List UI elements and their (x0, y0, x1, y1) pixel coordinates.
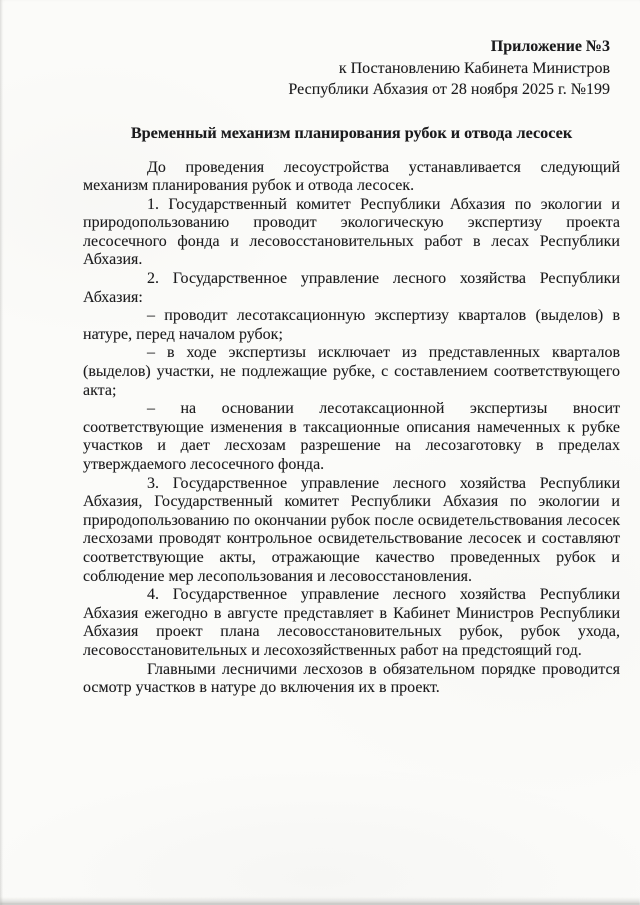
document-title: Временный механизм планирования рубок и отвода лесосек (130, 123, 573, 142)
document-header (83, 36, 620, 101)
scan-edge-left (0, 0, 3, 905)
paragraph-item-4: 4. Государственное управление лесного хозяйства Республики Абхазия ежегодно в августе представляет в Кабинет Министров Республики Абхазия проект плана лесовосстановительных рубок, рубок ухода, лесовосстановительных и лесохозяйственных работ на предстоящий год. (83, 586, 620, 659)
header-republic-date-line: Республики Абхазия от 28 ноября 2025 г. №199 (288, 81, 610, 98)
paragraph-dash-2: – в ходе экспертизы исключает из представленных кварталов (выделов) участки, не подлежащие рубке, с составлением соответствующего акта; (83, 344, 620, 399)
paragraph-item-3: 3. Государственное управление лесного хозяйства Республики Абхазия, Государственный комитет Республики Абхазия по экологии и природопользованию по окончании рубок после освидетельствования лесосек лесхозами проводят контрольное освидетельствование лесосек и составляют соответствующие акты, отражающие качество проведенных рубок и соблюдение мер лесопользования и лесовосстановления. (83, 474, 620, 585)
paragraph-item-1: 1. Государственный комитет Республики Абхазия по экологии и природопользованию проводит экологическую экспертизу проекта лесосечного фонда и лесовосстановительных работ в лесах Республики Абхазия. (83, 195, 620, 269)
paragraph-dash-3: – на основании лесотаксационной экспертизы вносит соответствующие изменения в таксационные описания намеченных к рубке участков и дает лесхозам разрешение на лесозаготовку в пределах утверждаемого лесосечного фонда. (83, 400, 620, 473)
document-content (83, 0, 620, 698)
paragraph-final: Главными лесничими лесхозов в обязательном порядке проводится осмотр участков в натуре до включения их в проект. (83, 660, 620, 697)
header-resolution-line: к Постановлению Кабинета Министров (338, 59, 610, 77)
appendix-number: Приложение №3 (490, 38, 610, 55)
paragraph-dash-1: – проводит лесотаксационную экспертизу кварталов (выделов) в натуре, перед началом рубок; (83, 307, 620, 343)
paragraph-item-2: 2. Государственное управление лесного хозяйства Республики Абхазия: (83, 270, 620, 306)
scan-edge-bottom (0, 897, 640, 905)
document-body (83, 159, 620, 698)
paragraph-intro: До проведения лесоустройства устанавливается следующий механизм планирования рубок и отвода лесосек. (83, 158, 620, 195)
